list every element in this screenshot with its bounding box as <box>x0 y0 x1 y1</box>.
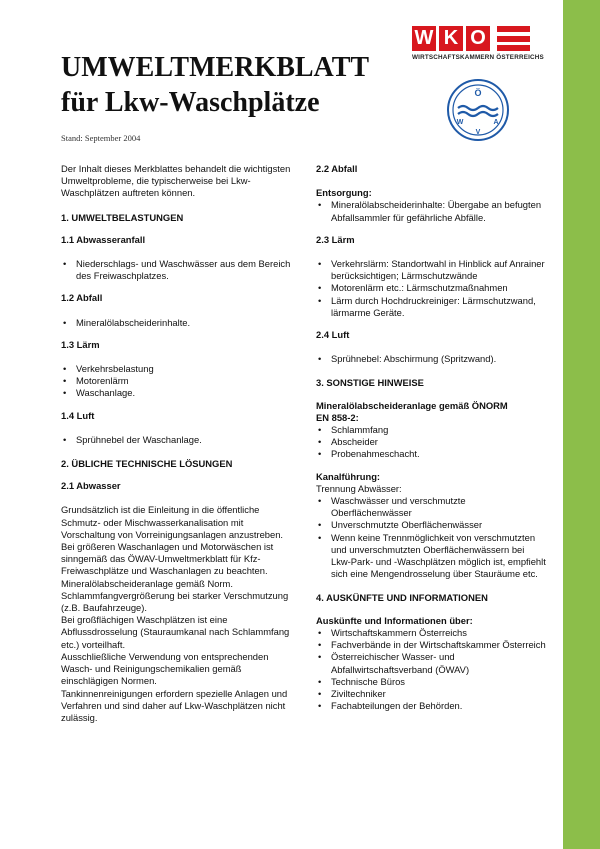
heading-technische-loesungen: 2. ÜBLICHE TECHNISCHE LÖSUNGEN <box>61 458 233 470</box>
list-item: • Mineralölabscheiderinhalte: Übergabe an befugten Abfallsammler für gefährliche Abfälle. <box>316 199 546 223</box>
list-item: • Waschanlage. <box>61 387 293 399</box>
heading-abfall-2: 2.2 Abfall <box>316 163 358 174</box>
left-column <box>61 163 293 724</box>
list-item: • Fachabteilungen der Behörden. <box>316 700 546 712</box>
heading-luft: 1.4 Luft <box>61 409 95 421</box>
heading-abfall: 1.2 Abfall <box>61 292 103 304</box>
paragraph: Mineralölabscheideranlage gemäß Norm. <box>61 577 233 589</box>
page-title <box>61 50 369 120</box>
title-line-1: UMWELTMERKBLATT <box>61 52 370 83</box>
subheading-entsorgung: Entsorgung: <box>316 187 372 199</box>
wko-letter-o: O <box>466 26 490 51</box>
wko-subtitle: WIRTSCHAFTSKAMMERN ÖSTERREICHS <box>412 54 544 61</box>
list-entsorgung <box>316 199 546 223</box>
list-item: • Ziviltechniker <box>316 688 546 700</box>
heading-abwasseranfall: 1.1 Abwasseranfall <box>61 233 146 245</box>
heading-laerm-2: 2.3 Lärm <box>316 233 355 245</box>
list-laerm-2 <box>316 258 546 319</box>
subheading-oenorm-line-1: Mineralölabscheideranlage gemäß ÖNORM <box>316 399 508 411</box>
list-item: • Waschwässer und verschmutzte Oberflächenwässer <box>316 495 546 519</box>
list-luft-2 <box>316 353 546 365</box>
paragraph: Ausschließliche Verwendung von entsprechenden Wasch- und Reinigungschemikalien gemäß einschlägigen Normen. <box>61 650 269 687</box>
abwasser-text <box>61 504 293 724</box>
list-item: • Unverschmutzte Oberflächenwässer <box>316 519 546 531</box>
intro-text: Der Inhalt dieses Merkblattes behandelt die wichtigsten Umweltprobleme, die typischerweise bei Lkw-Waschplätzen auftreten können. <box>61 163 291 199</box>
heading-abwasser: 2.1 Abwasser <box>61 480 121 492</box>
oewav-letter-oe: Ö <box>474 88 482 98</box>
list-item: • Wirtschaftskammern Österreichs <box>316 627 546 639</box>
wko-letter-k: K <box>439 26 463 51</box>
subheading-kanalfuehrung: Kanalführung: <box>316 470 381 482</box>
oewav-letter-a: A <box>493 119 499 126</box>
list-laerm <box>61 363 293 400</box>
list-item: • Verkehrsbelastung <box>61 363 293 375</box>
subheading-auskuenfte: Auskünfte und Informationen über: <box>316 614 473 626</box>
paragraph: Bei großflächigen Waschplätzen ist eine Abflussdrosselung (Stauraumkanal nach Schlammfang etc.) vorteilhaft. <box>61 614 290 650</box>
list-item: • Österreichischer Wasser- und Abfallwirtschaftsverband (ÖWAV) <box>316 651 546 675</box>
list-item: • Sprühnebel der Waschanlage. <box>61 434 293 446</box>
heading-sonstige-hinweise: 3. SONSTIGE HINWEISE <box>316 377 424 389</box>
heading-laerm: 1.3 Lärm <box>61 338 100 350</box>
paragraph: Grundsätzlich ist die Einleitung in die öffentliche Schmutz- oder Mischwasserkanalisation mit Vorschaltung von Vorreinigungsanlagen anzustreben. <box>61 504 284 540</box>
list-item: • Technische Büros <box>316 676 546 688</box>
paragraph: Schlammfangvergrößerung bei starker Verschmutzung (z.B. Baufahrzeuge). <box>61 589 289 614</box>
list-item: • Fachverbände in der Wirtschaftskammer Österreich <box>316 639 546 651</box>
list-item: • Lärm durch Hochdruckreiniger: Lärmschutzwand, lärmarme Geräte. <box>316 295 546 319</box>
list-item: • Sprühnebel: Abschirmung (Spritzwand). <box>316 353 546 365</box>
list-item: • Schlammfang <box>316 424 546 436</box>
green-side-bar <box>563 0 600 849</box>
trennung-text: Trennung Abwässer: <box>316 482 402 494</box>
list-item: • Motorenlärm etc.: Lärmschutzmaßnahmen <box>316 282 546 294</box>
list-luft <box>61 434 293 446</box>
list-oenorm <box>316 424 546 461</box>
list-item: • Mineralölabscheiderinhalte. <box>61 317 293 329</box>
list-item: • Abscheider <box>316 436 546 448</box>
date-stamp: Stand: September 2004 <box>61 133 141 143</box>
subheading-oenorm-line-2: EN 858-2: <box>316 411 359 423</box>
list-auskuenfte <box>316 627 546 712</box>
list-item: • Motorenlärm <box>61 375 293 387</box>
oewav-letter-w: W <box>456 119 464 126</box>
list-abwasseranfall <box>61 258 293 282</box>
wko-letter-w: W <box>412 26 436 51</box>
list-item: • Verkehrslärm: Standortwahl in Hinblick auf Anrainer berücksichtigen; Lärmschutzwände <box>316 258 546 282</box>
list-item: • Probenahmeschacht. <box>316 448 546 460</box>
right-column <box>316 163 546 716</box>
wko-logo <box>412 26 544 61</box>
list-item: • Niederschlags- und Waschwässer aus dem Bereich des Freiwaschplatzes. <box>61 258 293 282</box>
list-abfall <box>61 317 293 329</box>
title-line-2: für Lkw-Waschplätze <box>61 87 320 118</box>
paragraph: Bei größeren Waschanlagen und Motorwäschen ist sinngemäß das ÖWAV-Umweltmerkblatt für Kfz-Freiwaschplätze und Waschanlagen zu beachten. <box>61 541 274 577</box>
oewav-logo <box>446 78 510 142</box>
list-kanalfuehrung <box>316 495 546 580</box>
heading-luft-2: 2.4 Luft <box>316 329 350 341</box>
heading-umweltbelastungen: 1. UMWELTBELASTUNGEN <box>61 211 184 223</box>
paragraph: Tankinnenreinigungen erfordern spezielle Anlagen und Verfahren und sind daher auf Lkw-Waschplätzen nicht zulässig. <box>61 687 288 723</box>
list-item: • Wenn keine Trennmöglichkeit von verschmutzten und unverschmutzten Oberflächenwässern bei Lkw-Park- und -Waschplätzen möglich ist, empfiehlt sich eine Mengendrosselung über Stauräume etc. <box>316 532 546 581</box>
oewav-letter-v: V <box>475 129 481 136</box>
heading-auskuenfte: 4. AUSKÜNFTE UND INFORMATIONEN <box>316 592 488 604</box>
austrian-flag-stripes <box>497 26 530 51</box>
